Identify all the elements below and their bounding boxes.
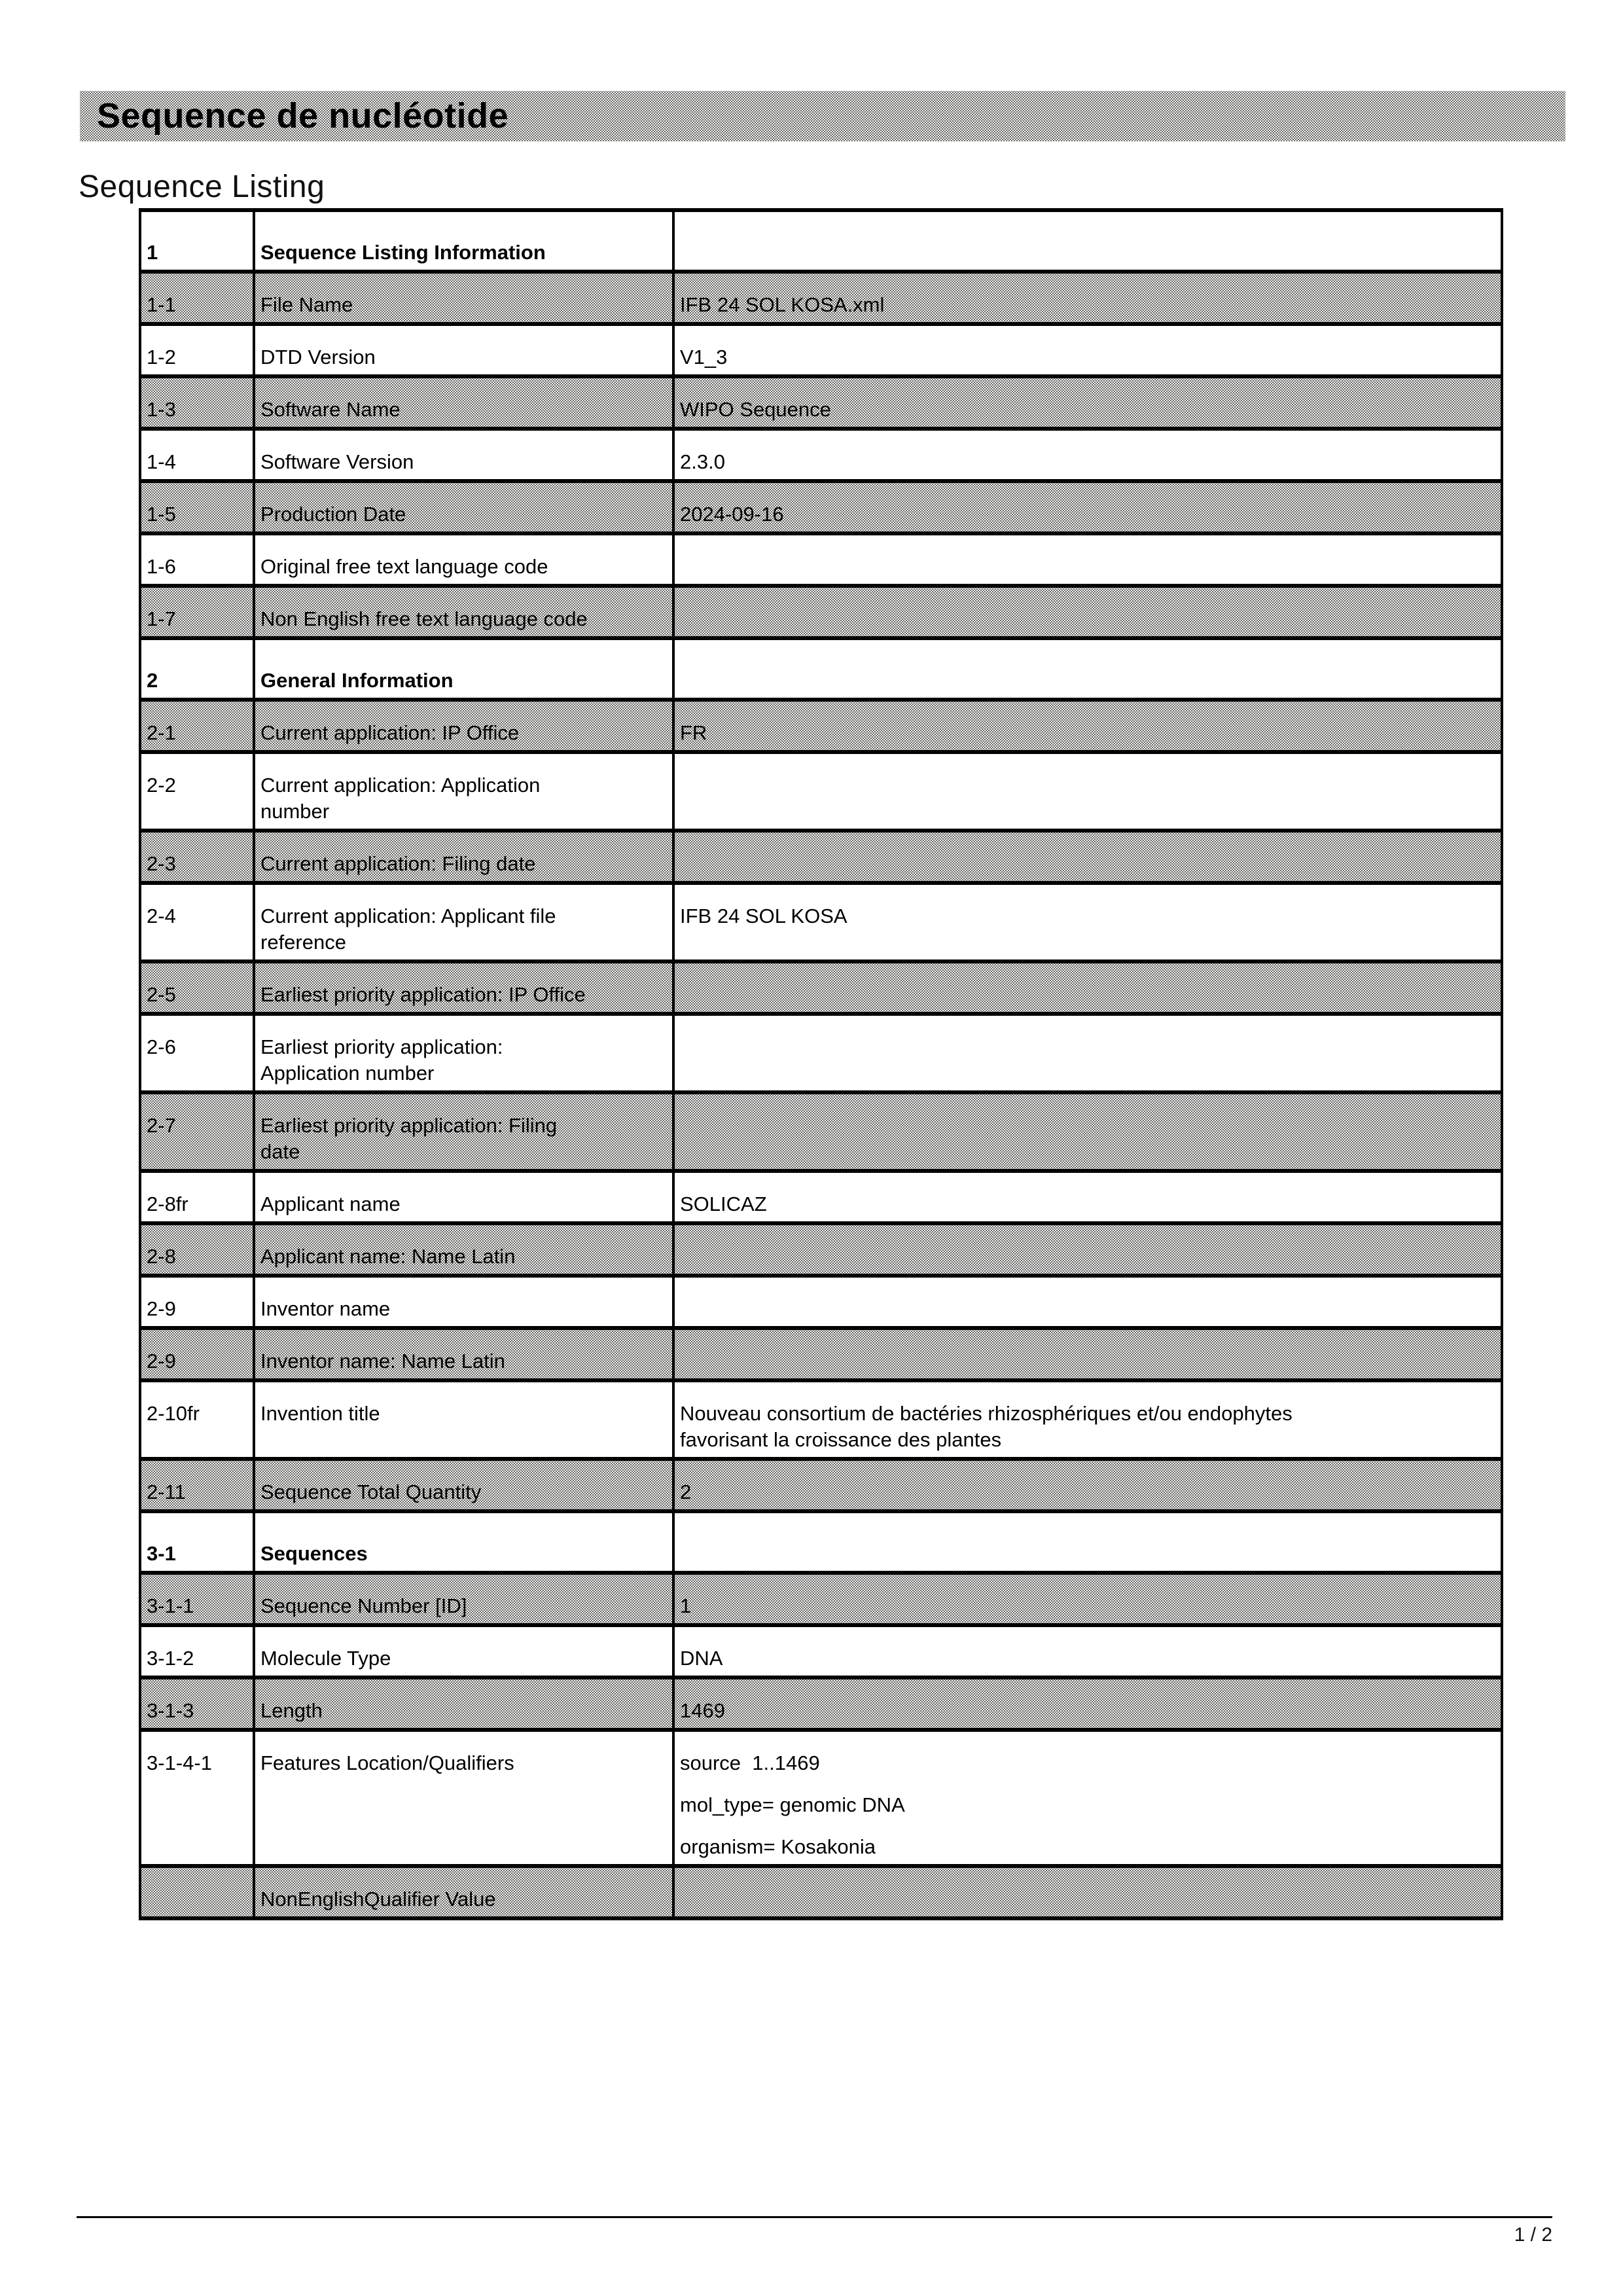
row-value-cell [673,638,1502,700]
row-number-cell: 1-4 [140,429,254,481]
table-row [140,883,1502,961]
row-label-cell: Current application: Applicant file reference [254,883,673,961]
row-number-cell: 1-7 [140,586,254,638]
table-row [140,1328,1502,1380]
row-value-cell [673,1625,1502,1677]
row-value-cell [673,586,1502,638]
page-heading: Sequence Listing [79,170,325,204]
row-value-cell [673,533,1502,586]
value-paragraph: FR [680,721,707,744]
row-value-cell [673,1511,1502,1573]
row-label-cell: Software Name [254,376,673,429]
table-row [140,1014,1502,1092]
row-label-cell: Inventor name: Name Latin [254,1328,673,1380]
row-number-cell: 2-4 [140,883,254,961]
table-row [140,272,1502,324]
row-number-cell: 1-5 [140,481,254,533]
table-row [140,638,1502,700]
row-label-cell: Original free text language code [254,533,673,586]
row-label-cell: Non English free text language code [254,586,673,638]
row-label-cell: File Name [254,272,673,324]
table-row [140,752,1502,831]
row-number-cell: 2-8fr [140,1171,254,1223]
table-row [140,1459,1502,1511]
row-label-cell: Software Version [254,429,673,481]
row-number-cell: 2-7 [140,1092,254,1171]
row-value-cell [673,961,1502,1014]
table-row [140,429,1502,481]
banner-title: Sequence de nucléotide [97,96,509,135]
value-paragraph: 1 [680,1594,692,1617]
document-title-banner [80,91,1565,141]
row-value-cell [673,1573,1502,1625]
row-value-cell [673,481,1502,533]
row-value-cell [673,1014,1502,1092]
table-row [140,1625,1502,1677]
row-number-cell: 2-10fr [140,1380,254,1459]
row-label-cell: Applicant name: Name Latin [254,1223,673,1276]
row-value-cell [673,700,1502,752]
row-number-cell: 2-8 [140,1223,254,1276]
row-value-cell [673,831,1502,883]
value-paragraph: Nouveau consortium de bactéries rhizosphériques et/ou endophytes favorisant la croissance des plantes [680,1402,1293,1451]
row-label-cell: Sequence Total Quantity [254,1459,673,1511]
row-number-cell: 3-1-3 [140,1677,254,1730]
row-number-cell: 3-1 [140,1511,254,1573]
value-paragraph: 2024-09-16 [680,503,784,526]
table-row [140,1223,1502,1276]
row-label-cell: Applicant name [254,1171,673,1223]
row-value-cell [673,752,1502,831]
row-number-cell: 1-6 [140,533,254,586]
row-number-cell: 1-1 [140,272,254,324]
row-value-cell [673,1276,1502,1328]
value-paragraph: 2.3.0 [680,450,725,473]
row-number-cell: 2-9 [140,1276,254,1328]
row-label-cell: NonEnglishQualifier Value [254,1866,673,1918]
footer-divider [77,2216,1552,2218]
value-paragraph: V1_3 [680,346,728,368]
row-value-cell [673,1380,1502,1459]
table-row [140,1730,1502,1866]
table-row [140,1092,1502,1171]
value-paragraph: 2 [680,1480,692,1503]
row-number-cell: 3-1-2 [140,1625,254,1677]
table-row [140,1866,1502,1918]
row-label-cell: Sequence Number [ID] [254,1573,673,1625]
row-number-cell [140,1866,254,1918]
row-number-cell: 2-2 [140,752,254,831]
value-paragraph: 1469 [680,1699,725,1722]
row-label-cell: Sequences [254,1511,673,1573]
row-value-cell [673,1677,1502,1730]
row-number-cell: 2-5 [140,961,254,1014]
sequence-listing-table [139,208,1503,1920]
row-number-cell: 1-2 [140,324,254,376]
row-value-cell [673,883,1502,961]
footer-page-number: 1 / 2 [1514,2224,1552,2246]
row-value-cell [673,1730,1502,1866]
row-label-cell: Production Date [254,481,673,533]
row-value-cell [673,1866,1502,1918]
row-value-cell [673,1223,1502,1276]
row-number-cell: 3-1-4-1 [140,1730,254,1866]
table-row [140,961,1502,1014]
row-label-cell: Current application: Filing date [254,831,673,883]
table-row [140,700,1502,752]
row-value-cell [673,429,1502,481]
value-paragraph: DNA [680,1647,723,1670]
row-value-cell [673,210,1502,272]
row-number-cell: 3-1-1 [140,1573,254,1625]
table-row [140,1511,1502,1573]
row-value-cell [673,1459,1502,1511]
row-value-cell [673,1171,1502,1223]
row-label-cell: Current application: Application number [254,752,673,831]
row-label-cell: Sequence Listing Information [254,210,673,272]
table-row [140,1276,1502,1328]
row-value-cell [673,376,1502,429]
row-label-cell: Features Location/Qualifiers [254,1730,673,1866]
row-number-cell: 1-3 [140,376,254,429]
table-row [140,1677,1502,1730]
value-paragraph: source 1..1469 [680,1751,820,1774]
row-number-cell: 2-6 [140,1014,254,1092]
table-row [140,210,1502,272]
value-paragraph: organism= Kosakonia [680,1835,876,1858]
row-number-cell: 1 [140,210,254,272]
row-value-cell [673,272,1502,324]
row-label-cell: Earliest priority application: Filing date [254,1092,673,1171]
value-paragraph: WIPO Sequence [680,398,831,421]
row-number-cell: 2-3 [140,831,254,883]
table-row [140,586,1502,638]
row-label-cell: Molecule Type [254,1625,673,1677]
row-label-cell: DTD Version [254,324,673,376]
row-label-cell: Earliest priority application: Application number [254,1014,673,1092]
table-row [140,831,1502,883]
row-label-cell: General Information [254,638,673,700]
row-number-cell: 2 [140,638,254,700]
row-label-cell: Earliest priority application: IP Office [254,961,673,1014]
table-row [140,1380,1502,1459]
value-paragraph: SOLICAZ [680,1193,767,1215]
row-label-cell: Length [254,1677,673,1730]
row-label-cell: Current application: IP Office [254,700,673,752]
row-label-cell: Invention title [254,1380,673,1459]
row-number-cell: 2-9 [140,1328,254,1380]
table-row [140,533,1502,586]
table-row [140,481,1502,533]
row-value-cell [673,324,1502,376]
row-value-cell [673,1092,1502,1171]
row-value-cell [673,1328,1502,1380]
row-label-cell: Inventor name [254,1276,673,1328]
row-number-cell: 2-1 [140,700,254,752]
table-row [140,1171,1502,1223]
row-number-cell: 2-11 [140,1459,254,1511]
table-row [140,324,1502,376]
table-row [140,376,1502,429]
value-paragraph: IFB 24 SOL KOSA [680,905,847,927]
sequence-listing-table-wrap [139,208,1503,1920]
value-paragraph: mol_type= genomic DNA [680,1793,905,1816]
value-paragraph: IFB 24 SOL KOSA.xml [680,293,885,316]
table-row [140,1573,1502,1625]
